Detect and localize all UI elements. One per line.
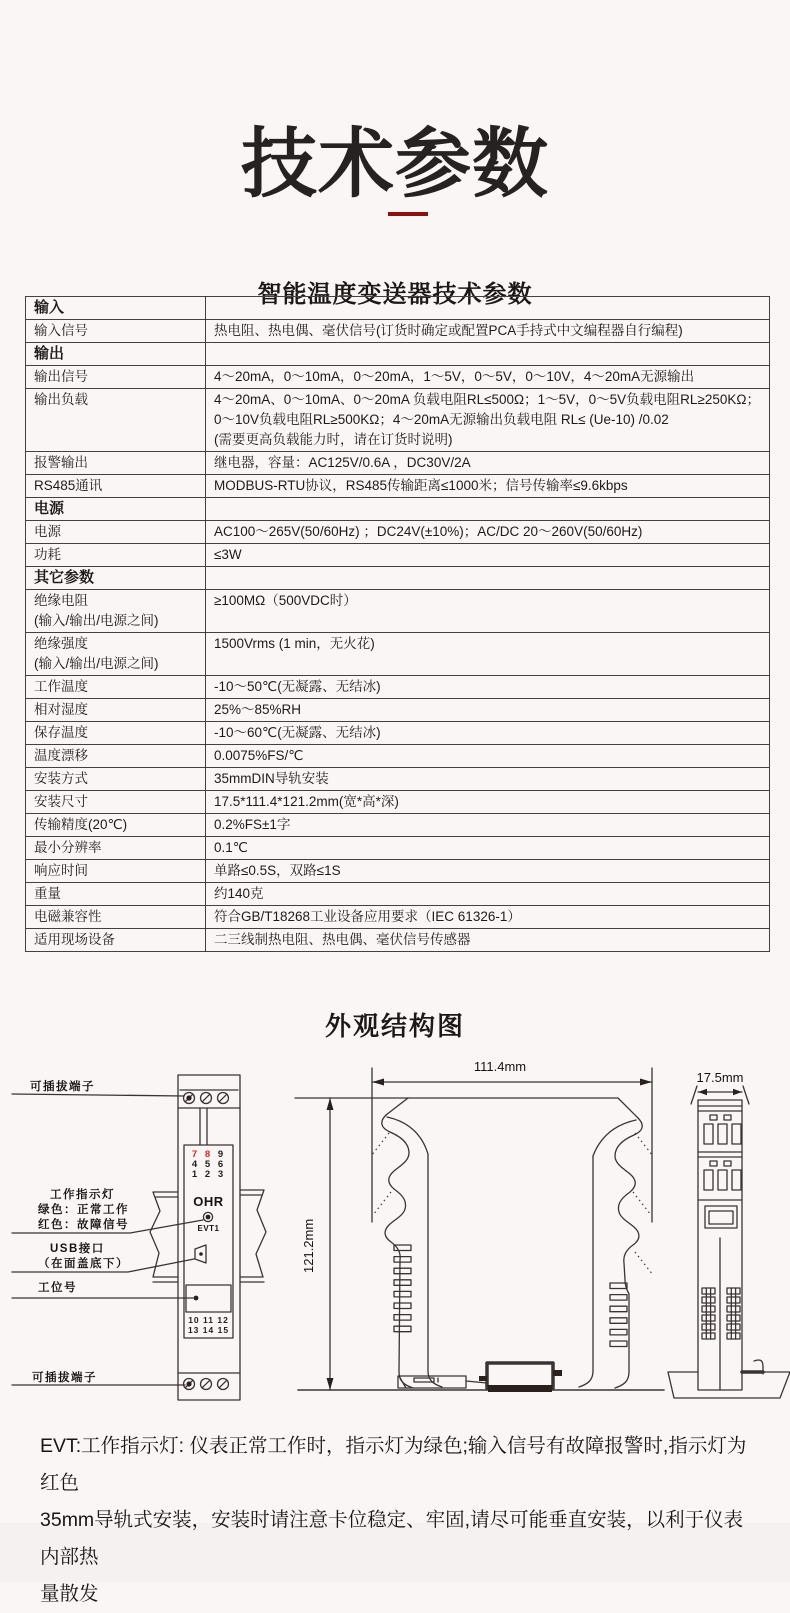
table-row: [26, 590, 770, 633]
brand-logo: OHR: [193, 1194, 224, 1209]
table-row: [26, 343, 770, 366]
structure-diagram-svg: [0, 1040, 790, 1402]
spec-label: 传输精度(20℃): [26, 814, 206, 837]
spec-value: 1500Vrms (1 min，无火花): [206, 633, 770, 676]
spec-label: 绝缘电阻 (输入/输出/电源之间): [26, 590, 206, 633]
title-divider: [388, 212, 428, 216]
spec-label: 功耗: [26, 544, 206, 567]
front-view-drawing: [12, 1075, 266, 1400]
label-tag: 工位号: [38, 1282, 77, 1294]
label-usb-2: （在面盖底下）: [38, 1258, 129, 1270]
dim-height: 121.2mm: [301, 1218, 316, 1273]
spec-label: 保存温度: [26, 722, 206, 745]
spec-value: 35mmDIN导轨安装: [206, 768, 770, 791]
spec-label: 输出负载: [26, 389, 206, 452]
spec-value: 4～20mA，0～10mA，0～20mA，1～5V，0～5V，0～10V，4～20mA无源输出: [206, 366, 770, 389]
din-rail-right: [240, 1190, 266, 1282]
spec-value: ≤3W: [206, 544, 770, 567]
terminal-number: 8: [204, 1149, 211, 1160]
spec-value: AC100～265V(50/60Hz) ；DC24V(±10%)；AC/DC 20～260V(50/60Hz): [206, 521, 770, 544]
led-name: EVT1: [197, 1224, 220, 1233]
table-row: [26, 883, 770, 906]
structure-diagram: [0, 1040, 790, 1402]
spec-label: 输出: [26, 343, 206, 366]
table-row: [26, 389, 770, 452]
spec-value: [206, 343, 770, 366]
table-row: [26, 699, 770, 722]
spec-value: 约140克: [206, 883, 770, 906]
spec-value: 4～20mA、0～10mA、0～20mA 负载电阻RL≤500Ω；1～5V，0～5V负载电阻RL≥250KΩ； 0～10V负载电阻RL≥500KΩ；4～20mA无源输出负载电阻 RL≤ (Ue-10) /0.02 (需要更高负载能力时，请在订货时说明): [206, 389, 770, 452]
table-row: [26, 768, 770, 791]
spec-label: 电源: [26, 521, 206, 544]
table-row: [26, 906, 770, 929]
spec-table: [25, 296, 770, 952]
spec-value: ≥100MΩ（500VDC时）: [206, 590, 770, 633]
top-view-drawing: [668, 1086, 790, 1398]
footer-line: EVT:工作指示灯: 仪表正常工作时，指示灯为绿色;输入信号有故障报警时,指示灯为红色: [40, 1435, 747, 1494]
spec-label: 安装尺寸: [26, 791, 206, 814]
spec-value: [206, 297, 770, 320]
din-clip: [487, 1363, 553, 1388]
table-row: [26, 837, 770, 860]
diagram-texts: [30, 1059, 743, 1384]
label-led-3: 红色：故障信号: [38, 1219, 129, 1231]
spec-label: 输入信号: [26, 320, 206, 343]
spec-label: 绝缘强度 (输入/输出/电源之间): [26, 633, 206, 676]
table-row: [26, 929, 770, 952]
spec-value: [206, 567, 770, 590]
filled-marks: [186, 1079, 742, 1393]
terminal-number: 6: [217, 1159, 224, 1170]
table-row: [26, 366, 770, 389]
table-row: [26, 544, 770, 567]
spec-label: RS485通讯: [26, 475, 206, 498]
terminal-numbers-bottom-1: 10 11 12: [188, 1315, 229, 1325]
page-title: 技术参数: [241, 121, 549, 207]
table-subtitle: 智能温度变送器技术参数: [257, 280, 533, 308]
spec-label: 温度漂移: [26, 745, 206, 768]
module-body: [178, 1075, 240, 1400]
spec-label: 输入: [26, 297, 206, 320]
spec-table-body: [26, 297, 770, 952]
spec-value: MODBUS-RTU协议，RS485传输距离≤1000米；信号传输率≤9.6kbps: [206, 475, 770, 498]
spec-label: 安装方式: [26, 768, 206, 791]
dim-depth: 17.5mm: [696, 1070, 744, 1085]
spec-value: 热电阻、热电偶、毫伏信号(订货时确定或配置PCA手持式中文编程器自行编程): [206, 320, 770, 343]
terminal-number: 5: [204, 1159, 211, 1170]
spec-value: 单路≤0.5S，双路≤1S: [206, 860, 770, 883]
table-row: [26, 745, 770, 768]
label-led-2: 绿色：正常工作: [38, 1204, 129, 1216]
table-row: [26, 814, 770, 837]
table-row: [26, 320, 770, 343]
label-plug-bottom: 可插拔端子: [32, 1372, 97, 1384]
spec-label: 适用现场设备: [26, 929, 206, 952]
terminal-number: 3: [217, 1169, 224, 1180]
spec-label: 电磁兼容性: [26, 906, 206, 929]
footer-notes: [40, 1428, 756, 1613]
spec-label: 电源: [26, 498, 206, 521]
dim-width: 111.4mm: [473, 1059, 527, 1074]
hatch-marks: [371, 1133, 653, 1275]
terminal-number: 9: [217, 1149, 224, 1160]
spec-label: 最小分辨率: [26, 837, 206, 860]
spec-value: 继电器，容量：AC125V/0.6A ，DC30V/2A: [206, 452, 770, 475]
spec-label: 输出信号: [26, 366, 206, 389]
table-row: [26, 297, 770, 320]
terminal-numbers-bottom-2: 13 14 15: [187, 1325, 230, 1335]
din-rail-left: [150, 1192, 178, 1282]
structure-section-title: 外观结构图: [324, 1010, 465, 1041]
label-led-1: 工作指示灯: [50, 1189, 115, 1201]
terminal-numbers-top: [192, 1149, 223, 1180]
spec-value: 符合GB/T18268工业设备应用要求（IEC 61326-1）: [206, 906, 770, 929]
terminal-number: 2: [204, 1169, 211, 1180]
spec-value: 二三线制热电阻、热电偶、毫伏信号传感器: [206, 929, 770, 952]
terminal-number: 1: [191, 1169, 198, 1180]
spec-label: 重量: [26, 883, 206, 906]
table-row: [26, 475, 770, 498]
table-row: [26, 633, 770, 676]
spec-value: [206, 498, 770, 521]
spec-label: 报警输出: [26, 452, 206, 475]
spec-label: 其它参数: [26, 567, 206, 590]
spec-value: 0.2%FS±1字: [206, 814, 770, 837]
label-usb-1: USB接口: [50, 1243, 105, 1255]
footer-line: 量散发: [40, 1583, 99, 1605]
spec-label: 响应时间: [26, 860, 206, 883]
spec-value: 17.5*111.4*121.2mm(宽*高*深): [206, 791, 770, 814]
table-row: [26, 452, 770, 475]
leader-plug-top: [12, 1094, 184, 1096]
spec-value: -10～50℃(无凝露、无结冰): [206, 676, 770, 699]
terminal-number: 4: [191, 1159, 198, 1170]
spec-value: 0.0075%FS/℃: [206, 745, 770, 768]
table-row: [26, 521, 770, 544]
label-plug-top: 可插拔端子: [30, 1081, 95, 1093]
table-row: [26, 567, 770, 590]
table-row: [26, 860, 770, 883]
spec-value: -10～60℃(无凝露、无结冰): [206, 722, 770, 745]
terminal-number: 7: [191, 1149, 198, 1160]
side-view-drawing: [295, 1068, 664, 1390]
spec-label: 工作温度: [26, 676, 206, 699]
table-row: [26, 791, 770, 814]
table-row: [26, 676, 770, 699]
spec-label: 相对湿度: [26, 699, 206, 722]
footer-line: 35mm导轨式安装，安装时请注意卡位稳定、牢固,请尽可能垂直安装，以利于仪表内部热: [40, 1509, 744, 1568]
table-row: [26, 722, 770, 745]
spec-value: 0.1℃: [206, 837, 770, 860]
table-row: [26, 498, 770, 521]
spec-value: 25%～85%RH: [206, 699, 770, 722]
